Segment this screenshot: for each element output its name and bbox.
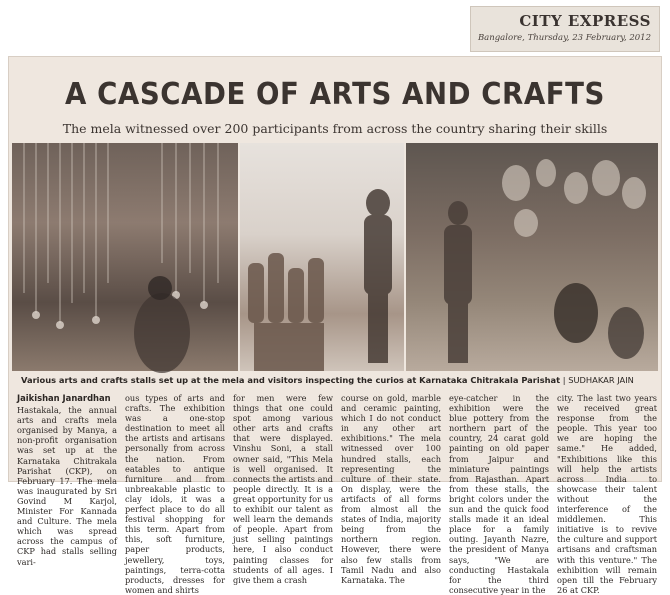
photo-credit: SUDHAKAR JAIN bbox=[568, 375, 634, 385]
column-text: eye-catcher in the exhibition were the blue pottery from the northern part of the country, 24 carat gold painting on old paper from Jaipur and miniature paintings from Rajasthan. Apart from these stalls, the bright colors under the sun and the quick food stalls made it an ideal place for a family outing. Jayanth Nazre, the president of Manya says, "We are conducting Hastakala for the third consecutive year in the bbox=[449, 393, 549, 595]
photo-hanging-crafts bbox=[12, 143, 238, 371]
idols-graphic bbox=[240, 143, 404, 371]
body-column-3 bbox=[233, 393, 333, 585]
body-column-1 bbox=[17, 393, 117, 567]
headline: A CASCADE OF ARTS AND CRAFTS bbox=[65, 77, 605, 112]
byline: Jaikishan Janardhan bbox=[17, 393, 111, 403]
body-column-6 bbox=[557, 393, 657, 595]
photo-terracotta-idols bbox=[240, 143, 404, 371]
column-text: for men were few things that one could spot among various other arts and crafts that were displayed. Vinshu Soni, a stall owner said, "This Mela is well organised. It connects the artists and people directly. It is a great opportunity for us to exhibit our talent as well learn the demands of people. Apart from just selling paintings here, I also conduct painting classes for students of all ages. I give them a crash bbox=[233, 393, 333, 585]
article-body bbox=[13, 393, 659, 595]
article-clipping bbox=[8, 56, 662, 595]
pottery-graphic bbox=[406, 143, 658, 371]
body-column-2 bbox=[125, 393, 225, 595]
column-text: city. The last two years we received great response from the people. This year too we are hoping the same." He added, "Exhibitions like this will help the artists across India to showcase their talent without the interference of the middlemen. This initiative is to revive the culture and support artisans and craftsman with this venture." The exhibition will remain open till the February 26 at CKP. bbox=[557, 393, 657, 595]
body-column-5 bbox=[449, 393, 549, 595]
column-text: course on gold, marble and ceramic painting, which I do not conduct in any other art exhibitions." The mela witnessed over 100 hundred stalls, each representing the culture of their state. On display, were the artifacts of all forms from almost all the states of India, majority being from the northern region. However, there were also few stalls from Tamil Nadu and also Karnataka. The bbox=[341, 393, 441, 585]
masthead bbox=[470, 6, 660, 52]
photo-visitor-pottery bbox=[406, 143, 658, 371]
photo-strip bbox=[12, 143, 658, 371]
photo-caption bbox=[21, 375, 651, 385]
column-text: Hastakala, the annual arts and crafts mela organised by Manya, a non-profit organisation was set up at the Karnataka Chitrakala Parishat (CKP), on February 17. The mela was inaugurated by Sri Govind M Karjol, Minister For Kannada and Culture. The mela which was spread across the campus of CKP had stalls selling vari- bbox=[17, 405, 117, 567]
deck-subhead: The mela witnessed over 200 participants from across the country sharing their skills bbox=[62, 121, 608, 136]
hanging-chimes-graphic bbox=[12, 143, 238, 371]
column-text: ous types of arts and crafts. The exhibition was a one-stop destination to meet all the artists and artisans personally from across the nation. From eatables to antique furniture and from unbreakable plastic to clay idols, it was a perfect place to do all festival shopping for this term. Apart from this, soft furniture, paper products, jewellery, toys, paintings, terra-cotta products, dresses for women and shirts bbox=[125, 393, 225, 595]
paper-name: CITY EXPRESS bbox=[519, 12, 651, 30]
body-column-4 bbox=[341, 393, 441, 585]
caption-text: Various arts and crafts stalls set up at the mela and visitors inspecting the curios at Karnataka Chitrakala Parishat bbox=[21, 375, 561, 385]
caption-separator: | bbox=[562, 375, 569, 385]
dateline: Bangalore, Thursday, 23 February, 2012 bbox=[477, 33, 651, 43]
